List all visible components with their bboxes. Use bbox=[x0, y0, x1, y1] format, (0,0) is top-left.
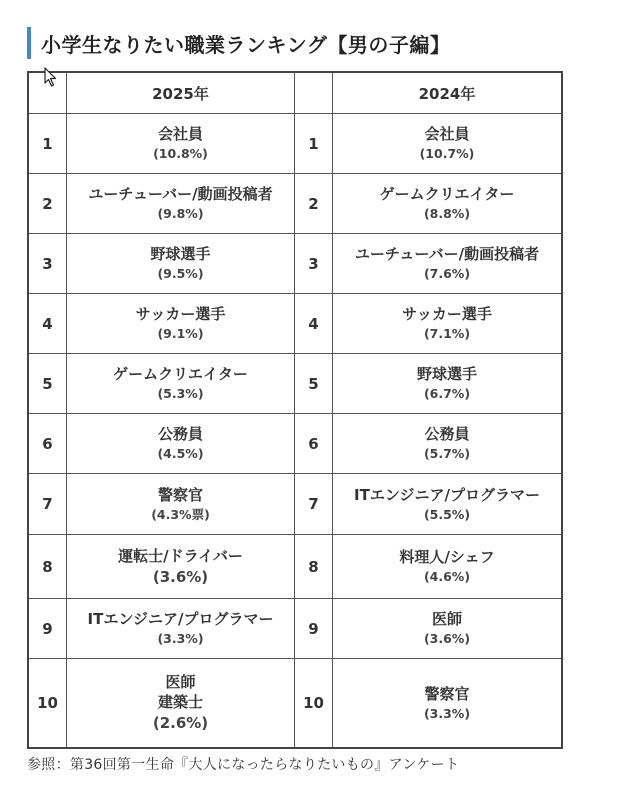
job-2024-cell bbox=[333, 599, 562, 659]
rank-2025-cell: 7 bbox=[29, 474, 67, 535]
rank-2024-cell: 4 bbox=[295, 294, 333, 354]
table-row bbox=[29, 535, 562, 599]
job-name: 野球選手 bbox=[416, 365, 477, 383]
job-name: 医師 bbox=[431, 610, 462, 628]
job-2025-cell bbox=[67, 599, 295, 659]
table-row bbox=[29, 354, 562, 414]
job-percentage: (5.7%) bbox=[423, 446, 471, 461]
header-blank-cell bbox=[295, 73, 333, 114]
job-percentage: (6.7%) bbox=[423, 386, 471, 401]
rank-2025-cell: 5 bbox=[29, 354, 67, 414]
job-2025-cell bbox=[67, 414, 295, 474]
job-percentage: (10.7%) bbox=[419, 146, 475, 161]
rank-2024-cell: 5 bbox=[295, 354, 333, 414]
job-name: 警察官 bbox=[157, 485, 203, 504]
job-name: ユーチューバー/動画投稿者 bbox=[88, 185, 273, 203]
job-name: 公務員 bbox=[424, 425, 470, 443]
job-name: 会社員 bbox=[157, 125, 203, 143]
job-percentage: (3.6%) bbox=[423, 631, 471, 646]
job-2024-cell bbox=[333, 659, 562, 748]
ranking-table-body bbox=[29, 114, 562, 748]
job-2024-cell bbox=[333, 354, 562, 414]
job-name: 建築士 bbox=[157, 693, 203, 711]
rank-2024-cell: 7 bbox=[295, 474, 333, 535]
rank-2024-cell: 3 bbox=[295, 234, 333, 294]
job-name: 警察官 bbox=[424, 684, 470, 703]
job-2024-cell bbox=[333, 114, 562, 174]
job-2024-cell bbox=[333, 174, 562, 234]
job-percentage: (9.8%) bbox=[157, 206, 204, 221]
job-2025-cell bbox=[67, 535, 295, 599]
table-row bbox=[29, 599, 562, 659]
job-percentage: (3.3%) bbox=[423, 705, 471, 721]
job-2025-cell bbox=[67, 474, 295, 535]
job-2025-cell bbox=[67, 174, 295, 234]
job-name: ITエンジニア/プログラマー bbox=[87, 610, 274, 628]
table-row bbox=[29, 234, 562, 294]
rank-2024-cell: 9 bbox=[295, 599, 333, 659]
job-2024-cell bbox=[333, 535, 562, 599]
rank-2025-cell: 9 bbox=[29, 599, 67, 659]
rank-2024-cell: 2 bbox=[295, 174, 333, 234]
job-percentage: (5.3%) bbox=[157, 386, 204, 401]
job-percentage: (4.3%票) bbox=[151, 506, 210, 522]
job-2025-cell bbox=[67, 234, 295, 294]
rank-2025-cell: 4 bbox=[29, 294, 67, 354]
job-name: 料理人/シェフ bbox=[399, 548, 495, 566]
job-2024-cell bbox=[333, 474, 562, 535]
header-2025: 2025年 bbox=[67, 73, 295, 114]
job-name: ゲームクリエイター bbox=[379, 185, 515, 203]
rank-2024-cell: 8 bbox=[295, 535, 333, 599]
job-percentage: (4.6%) bbox=[423, 569, 471, 584]
table-row bbox=[29, 114, 562, 174]
job-percentage: (3.6%) bbox=[152, 567, 209, 586]
table-header-row bbox=[29, 73, 562, 114]
table-row bbox=[29, 294, 562, 354]
job-name: 公務員 bbox=[157, 425, 203, 443]
job-name: 会社員 bbox=[424, 125, 470, 143]
job-percentage: (9.5%) bbox=[157, 266, 204, 281]
job-2024-cell bbox=[333, 414, 562, 474]
table-row bbox=[29, 414, 562, 474]
rank-2025-cell: 1 bbox=[29, 114, 67, 174]
page-title-bar bbox=[27, 27, 607, 59]
rank-2025-cell: 10 bbox=[29, 659, 67, 748]
rank-2024-cell: 1 bbox=[295, 114, 333, 174]
job-percentage: (5.5%) bbox=[423, 506, 471, 522]
mouse-pointer-icon bbox=[44, 67, 58, 87]
rank-2025-cell: 8 bbox=[29, 535, 67, 599]
job-2025-cell bbox=[67, 294, 295, 354]
job-name: 運転士/ドライバー bbox=[118, 546, 243, 565]
job-2025-cell bbox=[67, 114, 295, 174]
job-percentage: (4.5%) bbox=[157, 446, 204, 461]
job-name: サッカー選手 bbox=[135, 305, 226, 323]
job-name: ゲームクリエイター bbox=[113, 365, 248, 383]
job-percentage: (9.1%) bbox=[157, 326, 204, 341]
table-row bbox=[29, 174, 562, 234]
header-2024: 2024年 bbox=[333, 73, 562, 114]
rank-2025-cell: 2 bbox=[29, 174, 67, 234]
source-note: 参照：第36回第一生命『大人になったらなりたいもの』アンケート bbox=[27, 757, 460, 773]
job-name: ユーチューバー/動画投稿者 bbox=[354, 245, 540, 263]
job-percentage: (7.1%) bbox=[423, 326, 471, 341]
ranking-table bbox=[28, 72, 562, 748]
job-2025-cell bbox=[67, 354, 295, 414]
job-2024-cell bbox=[333, 234, 562, 294]
job-2025-cell bbox=[67, 659, 295, 748]
job-percentage: (8.8%) bbox=[423, 206, 471, 221]
job-percentage: (10.8%) bbox=[153, 146, 208, 161]
page-title: 小学生なりたい職業ランキング【男の子編】 bbox=[41, 32, 451, 57]
rank-2024-cell: 6 bbox=[295, 414, 333, 474]
rank-2024-cell: 10 bbox=[295, 659, 333, 748]
job-percentage: (3.3%) bbox=[157, 631, 204, 646]
job-name: 野球選手 bbox=[150, 245, 211, 263]
rank-2025-cell: 3 bbox=[29, 234, 67, 294]
job-name: 医師 bbox=[165, 673, 196, 691]
table-row bbox=[29, 659, 562, 748]
table-row bbox=[29, 474, 562, 535]
job-percentage: (2.6%) bbox=[152, 714, 209, 732]
job-2024-cell bbox=[333, 294, 562, 354]
rank-2025-cell: 6 bbox=[29, 414, 67, 474]
job-percentage: (7.6%) bbox=[423, 266, 471, 281]
job-name: サッカー選手 bbox=[402, 305, 492, 323]
job-name: ITエンジニア/プログラマー bbox=[354, 485, 540, 504]
